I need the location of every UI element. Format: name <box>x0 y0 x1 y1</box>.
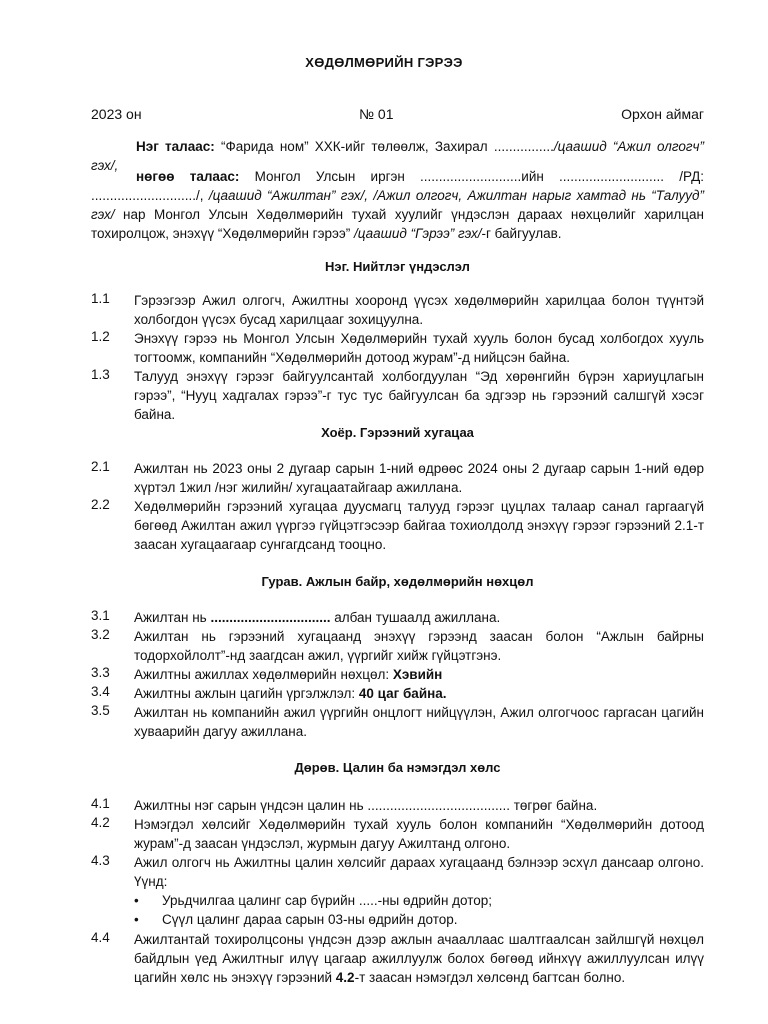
bullet-text: Урьдчилгаа цалинг сар бүрийн .....-ны өдрийн дотор; <box>162 893 493 908</box>
clause-number: 3.5 <box>91 703 110 718</box>
document-meta <box>91 106 704 124</box>
bullet-text: Сүүл цалинг дараа сарын 03-ны өдрийн дотор. <box>162 912 458 927</box>
party-employer-alias: /цаашид “Ажил олгогч” гэх/, <box>91 139 704 173</box>
clause-number: 4.1 <box>91 796 110 811</box>
clause-text-pre: Ажилтны ажиллах хөдөлмөрийн нөхцөл: <box>134 667 393 682</box>
clause-number: 3.4 <box>91 684 110 699</box>
clause-text-pre: Ажилтантай тохиролцсоны үндсэн дээр ажлын ачааллаас шалтгаалсан зайлшгүй нөхцөл байдлын үед Ажилтныг илүү цагаар ажиллуулж болох бөгөөд ийнхүү ажиллуулсан илүү цагийн хөлс нь энэхүү гэрээний <box>134 932 704 985</box>
clause-number: 2.1 <box>91 459 110 474</box>
party-employee-alias: /цаашид “Ажилтан” гэх/, /Ажил олгогч, Ажилтан нарыг хамтад нь “Талууд” гэх/ <box>91 188 704 222</box>
clause-number: 1.2 <box>91 329 110 344</box>
clause-number: 1.1 <box>91 291 110 306</box>
party-employee <box>91 167 704 243</box>
clause-text: Хөдөлмөрийн гэрээний хугацаа дуусмагц талууд гэрээг цуцлах талаар санал гаргаагүй бөгөөд Ажилтан ажил үүргээ гүйцэтгэсээр байгаа тохиолдолд энэхүү гэрээг гэрээний 2.1-т заасан хугацаагаар сунгагдсанд тооцно. <box>134 499 704 552</box>
contract-alias: /цаашид “Гэрээ” гэх/ <box>350 226 482 241</box>
section-heading-1: Нэг. Нийтлэг үндэслэл <box>325 259 470 274</box>
clause-number: 1.3 <box>91 367 110 382</box>
party-employer-label: Нэг талаас: <box>136 139 215 154</box>
bullet-icon: • <box>134 912 139 927</box>
clause-number: 3.3 <box>91 665 110 680</box>
position-blank: ................................ <box>210 610 331 625</box>
section-heading-3: Гурав. Ажлын байр, хөдөлмөрийн нөхцөл <box>261 574 534 589</box>
clause-text <box>134 665 704 684</box>
clause-text-pre: Ажилтны ажлын цагийн үргэлжлэл: <box>134 686 359 701</box>
clause-text <box>134 930 704 987</box>
work-hours-value: 40 цаг байна. <box>358 686 447 701</box>
party-employee-label: нөгөө талаас: <box>136 169 240 184</box>
clause-text-pre: Ажилтан нь <box>134 610 211 625</box>
clause-text <box>134 608 704 627</box>
clause-text: Талууд энэхүү гэрээг байгуулсантай холбогдуулан “Эд хөрөнгийн бүрэн хариуцлагын гэрээ”, “Нууц хадгалах гэрээ”-г тус тус байгуулсан ба эдгээр нь гэрээний салшгүй хэсэг байна. <box>134 369 704 422</box>
contract-year: 2023 он <box>91 106 142 122</box>
clause-number: 2.2 <box>91 497 110 512</box>
contract-number: № 01 <box>359 106 394 122</box>
clause-text <box>134 684 704 703</box>
work-condition-value: Хэвийн <box>392 667 443 682</box>
clause-number: 3.2 <box>91 627 110 642</box>
clause-text: Ажилтны нэг сарын үндсэн цалин нь ...................................... төгрөг байна. <box>134 798 598 813</box>
section-heading-4: Дөрөв. Цалин ба нэмэгдэл хөлс <box>294 760 501 775</box>
clause-reference: 4.2 <box>335 970 355 985</box>
clause-number: 3.1 <box>91 608 110 623</box>
clause-text: Нэмэгдэл хөлсийг Хөдөлмөрийн тухай хууль болон компанийн “Хөдөлмөрийн дотоод журам”-д заасан үндэслэл, журмын дагуу Ажилтанд олгоно. <box>134 817 704 851</box>
clause-number: 4.2 <box>91 815 110 830</box>
party-employer-text: “Фарида ном” ХХК-ийг төлөөлж, Захирал ................ <box>214 139 554 154</box>
clause-text: Ажилтан нь компанийн ажил үүргийн онцлогт нийцүүлэн, Ажил олгогчоос гаргасан цагийн хуваарийн дагуу ажиллана. <box>134 705 704 739</box>
clause-text: Ажилтан нь гэрээний хугацаанд энэхүү гэрээнд заасан болон “Ажлын байрны тодорхойлолт”-нд заагдсан ажил, үүргийг хийж гүйцэтгэнэ. <box>134 629 704 663</box>
clause-text: Ажил олгогч нь Ажилтны цалин хөлсийг дараах хугацаанд бэлнээр эсхүл дансаар олгоно. Үүнд: <box>134 855 704 889</box>
clause-text: Энэхүү гэрээ нь Монгол Улсын Хөдөлмөрийн тухай хууль болон бусад холбогдох хууль тогтоомж, компанийн “Хөдөлмөрийн дотоод журам”-д нийцсэн байна. <box>134 331 704 365</box>
party-employee-text2: нар Монгол Улсын Хөдөлмөрийн тухай хуулийг үндэслэн дараах нөхцөлийг харилцан тохиролцож, энэхүү “Хөдөлмөрийн гэрээ” <box>91 207 704 241</box>
party-employee-text: Монгол Улсын иргэн ...........................ийн ............................ /РД: ............................/, <box>91 169 704 203</box>
party-employee-text3: -г байгуулав. <box>481 226 562 241</box>
clause-number: 4.4 <box>91 930 110 945</box>
clause-text-post: -т заасан нэмэгдэл хөлсөнд багтсан болно. <box>354 970 626 985</box>
section-heading-2: Хоёр. Гэрээний хугацаа <box>321 425 474 440</box>
clause-text: Ажилтан нь 2023 оны 2 дугаар сарын 1-ний өдрөөс 2024 оны 2 дугаар сарын 1-ний өдөр хүртэл 1жил /нэг жилийн/ хугацаатайгаар ажиллана. <box>134 461 704 495</box>
clause-text: Гэрээгээр Ажил олгогч, Ажилтны хооронд үүсэх хөдөлмөрийн харилцаа болон түүнтэй холбогдон үүсэх бусад харилцааг зохицуулна. <box>134 293 704 327</box>
clause-text-post: албан тушаалд ажиллана. <box>330 610 501 625</box>
clause-number: 4.3 <box>91 853 110 868</box>
contract-place: Орхон аймаг <box>621 106 704 122</box>
bullet-icon: • <box>134 893 139 908</box>
document-title: ХӨДӨЛМӨРИЙН ГЭРЭЭ <box>305 55 463 70</box>
